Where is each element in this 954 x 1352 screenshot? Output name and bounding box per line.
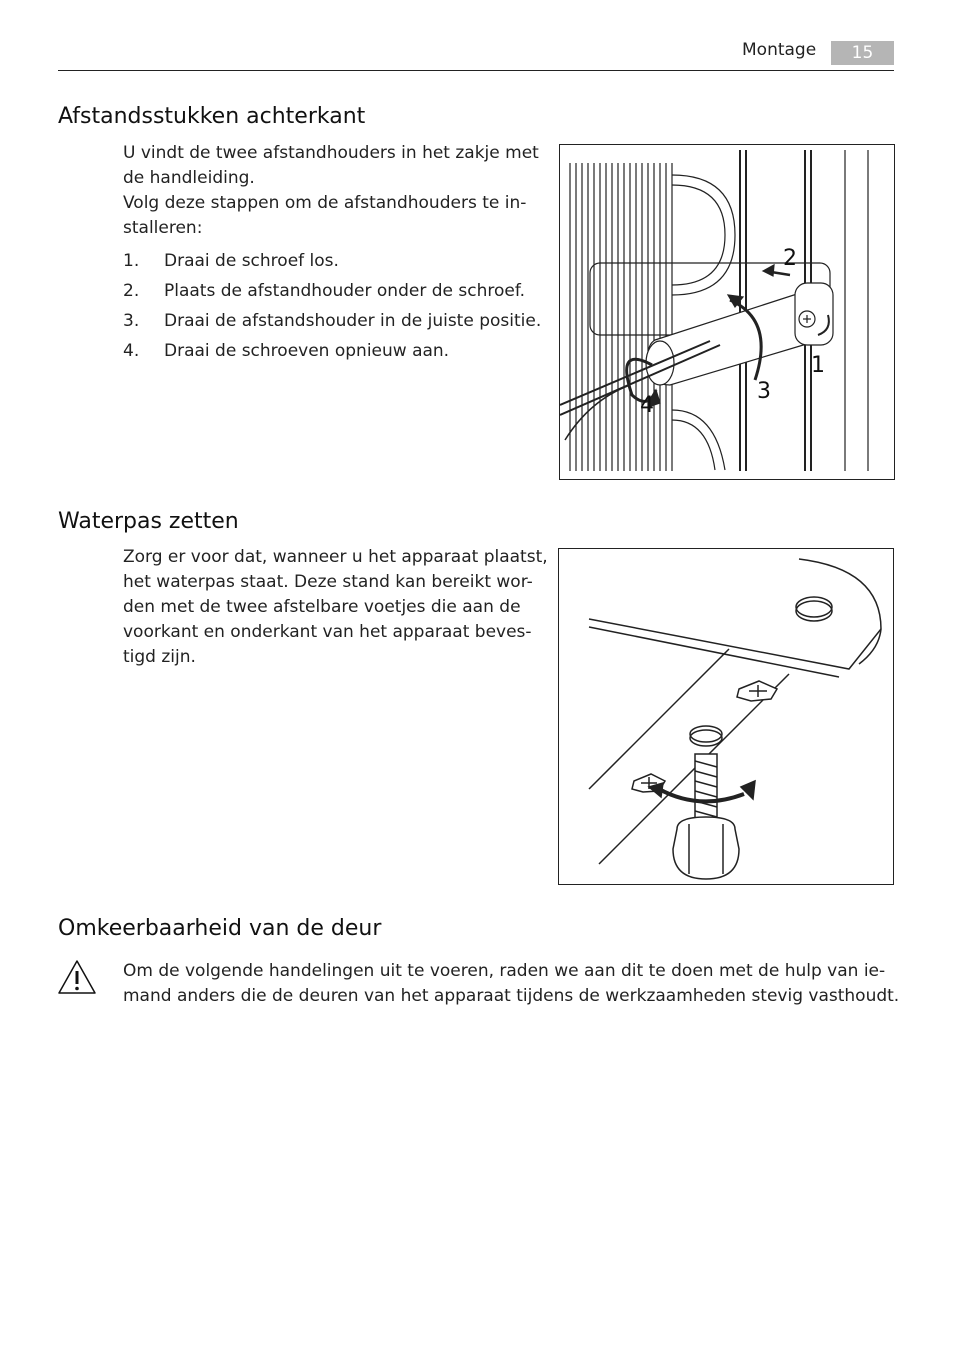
levelling-paragraph bbox=[123, 545, 548, 670]
levelling-line: tigd zijn. bbox=[123, 647, 196, 667]
warning-line: mand anders die de deuren van het apparaat tijdens de werkzaamheden stevig vasthoudt. bbox=[123, 986, 900, 1006]
intro-line: Volg deze stappen om de afstandhouders te in- bbox=[123, 193, 527, 213]
warning-icon bbox=[57, 958, 97, 996]
header-rule bbox=[58, 70, 894, 71]
steps-list bbox=[123, 246, 541, 366]
step-item bbox=[123, 276, 541, 306]
step-number: 2. bbox=[123, 281, 140, 301]
step-item bbox=[123, 306, 541, 336]
warning-paragraph bbox=[123, 959, 899, 1009]
figure-label-3: 3 bbox=[757, 379, 771, 404]
step-text: Plaats de afstandhouder onder de schroef. bbox=[164, 281, 525, 301]
step-number: 3. bbox=[123, 311, 140, 331]
levelling-line: Zorg er voor dat, wanneer u het apparaat plaatst, bbox=[123, 547, 548, 567]
spacer-installation-figure bbox=[559, 144, 895, 480]
foot-illustration bbox=[559, 549, 893, 884]
figure-label-1: 1 bbox=[811, 353, 825, 378]
step-text: Draai de schroef los. bbox=[164, 251, 339, 271]
figure-label-2: 2 bbox=[783, 246, 797, 271]
levelling-line: voorkant en onderkant van het apparaat beves- bbox=[123, 622, 532, 642]
heading-afstandsstukken: Afstandsstukken achterkant bbox=[58, 104, 366, 129]
levelling-line: den met de twee afstelbare voetjes die aan de bbox=[123, 597, 521, 617]
levelling-line: het waterpas staat. Deze stand kan bereikt wor- bbox=[123, 572, 533, 592]
step-number: 1. bbox=[123, 251, 140, 271]
intro-line: de handleiding. bbox=[123, 168, 255, 188]
spacer-illustration bbox=[560, 145, 894, 479]
heading-waterpas: Waterpas zetten bbox=[58, 509, 239, 534]
step-item bbox=[123, 246, 541, 276]
intro-line: U vindt de twee afstandhouders in het zakje met bbox=[123, 143, 539, 163]
step-number: 4. bbox=[123, 341, 140, 361]
heading-omkeerbaarheid: Omkeerbaarheid van de deur bbox=[58, 916, 382, 941]
step-item bbox=[123, 336, 541, 366]
step-text: Draai de afstandshouder in de juiste positie. bbox=[164, 311, 542, 331]
running-header-section: Montage bbox=[742, 40, 817, 60]
adjustable-foot-figure bbox=[558, 548, 894, 885]
page-number: 15 bbox=[831, 41, 894, 65]
figure-label-4: 4 bbox=[640, 393, 654, 418]
warning-line: Om de volgende handelingen uit te voeren, raden we aan dit te doen met de hulp van ie- bbox=[123, 961, 886, 981]
intro-paragraph bbox=[123, 141, 539, 241]
intro-line: stalleren: bbox=[123, 218, 203, 238]
step-text: Draai de schroeven opnieuw aan. bbox=[164, 341, 450, 361]
